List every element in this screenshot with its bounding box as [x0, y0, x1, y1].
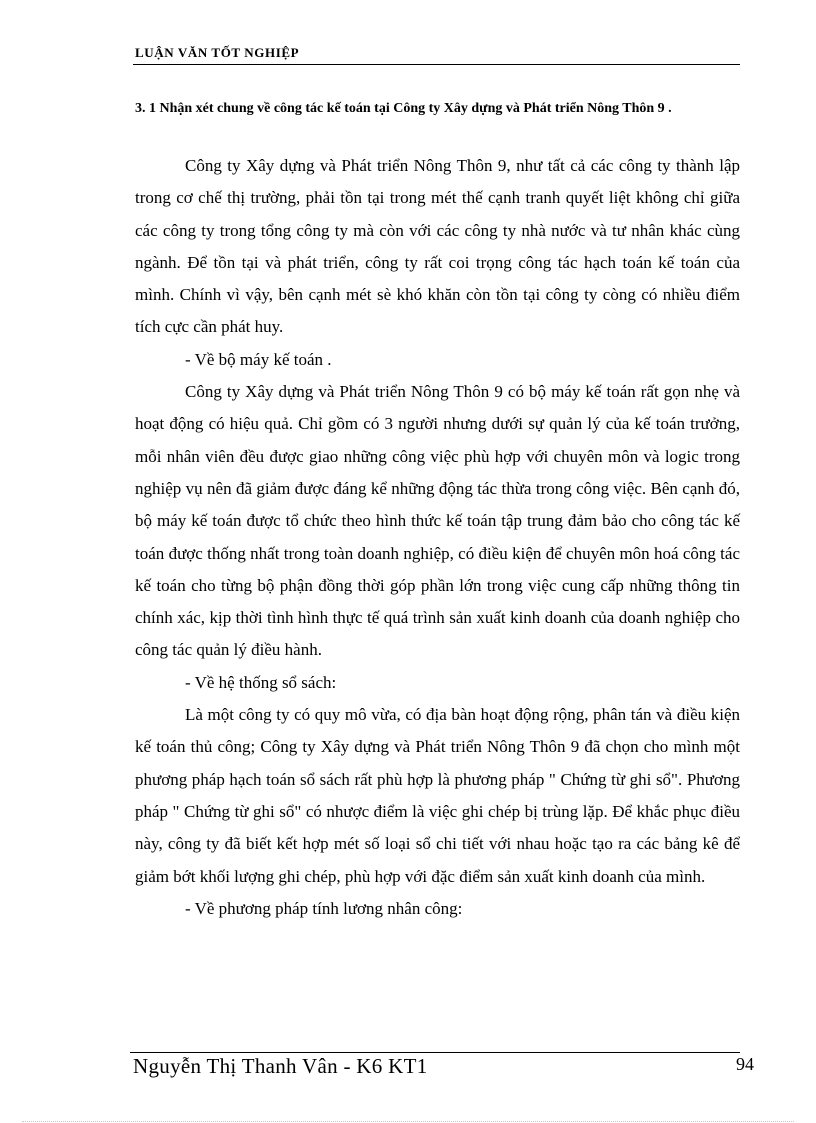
paragraph-bookkeeping-system: Là một công ty có quy mô vừa, có địa bàn hoạt động rộng, phân tán và điều kiện kế toán thủ công; Công ty Xây dựng và Phát triển Nông Thôn 9 đã chọn cho mình một phương pháp hạch toán sổ sách rất phù hợp là phương pháp " Chứng từ ghi sổ". Phương pháp " Chứng từ ghi sổ" có nhược điểm là việc ghi chép bị trùng lặp. Để khắc phục điều này, công ty đã biết kết hợp mét số loại sổ chi tiết với nhau hoặc tạo ra các bảng kê để giảm bớt khối lượng ghi chép, phù hợp với đặc điểm sản xuất kinh doanh của mình.: [135, 705, 740, 886]
page-number: 94: [736, 1054, 754, 1074]
subheading-wage-method: - Về phương pháp tính lương nhân công:: [185, 898, 463, 918]
page-bottom-edge: [22, 1121, 794, 1122]
footer-divider: [130, 1052, 740, 1053]
subheading-accounting-apparatus: - Về bộ máy kế toán .: [185, 349, 332, 369]
footer-author: Nguyễn Thị Thanh Vân - K6 KT1: [133, 1054, 428, 1078]
paragraph-accounting-apparatus: Công ty Xây dựng và Phát triển Nông Thôn 9 có bộ máy kế toán rất gọn nhẹ và hoạt động có hiệu quả. Chỉ gồm có 3 người nhưng dưới sự quản lý của kế toán trưởng, mỗi nhân viên đều được giao những công việc phù hợp với chuyên môn và logic trong nghiệp vụ nên đã giảm được đáng kể những động tác thừa trong công việc. Bên cạnh đó, bộ máy kế toán được tổ chức theo hình thức kế toán tập trung đảm bảo cho công tác kế toán được thống nhất trong toàn doanh nghiệp, có điều kiện để chuyên môn hoá công tác kế toán cho từng bộ phận đồng thời góp phần lớn trong việc cung cấp những thông tin chính xác, kịp thời tình hình thực tế quá trình sản xuất kinh doanh của doanh nghiệp cho công tác quản lý điều hành.: [135, 382, 740, 660]
document-title: LUẬN VĂN TỐT NGHIỆP: [135, 45, 300, 60]
paragraph-intro: Công ty Xây dựng và Phát triển Nông Thôn 9, như tất cả các công ty thành lập trong cơ chế thị trường, phải tồn tại trong mét thế cạnh tranh quyết liệt không chỉ giữa các công ty trong tổng công ty mà còn với các công ty nhà nước và tư nhân khác cùng ngành. Để tồn tại và phát triển, công ty rất coi trọng công tác hạch toán kế toán của mình. Chính vì vậy, bên cạnh mét sè khó khăn còn tồn tại công ty còng có nhiều điểm tích cực cần phát huy.: [135, 156, 740, 337]
body-text: [135, 150, 740, 925]
section-heading: 3. 1 Nhận xét chung về công tác kế toán tại Công ty Xây dựng và Phát triển Nông Thôn 9 .: [135, 101, 672, 116]
subheading-bookkeeping-system: - Về hệ thống sổ sách:: [185, 672, 337, 692]
header-divider: [133, 64, 740, 65]
